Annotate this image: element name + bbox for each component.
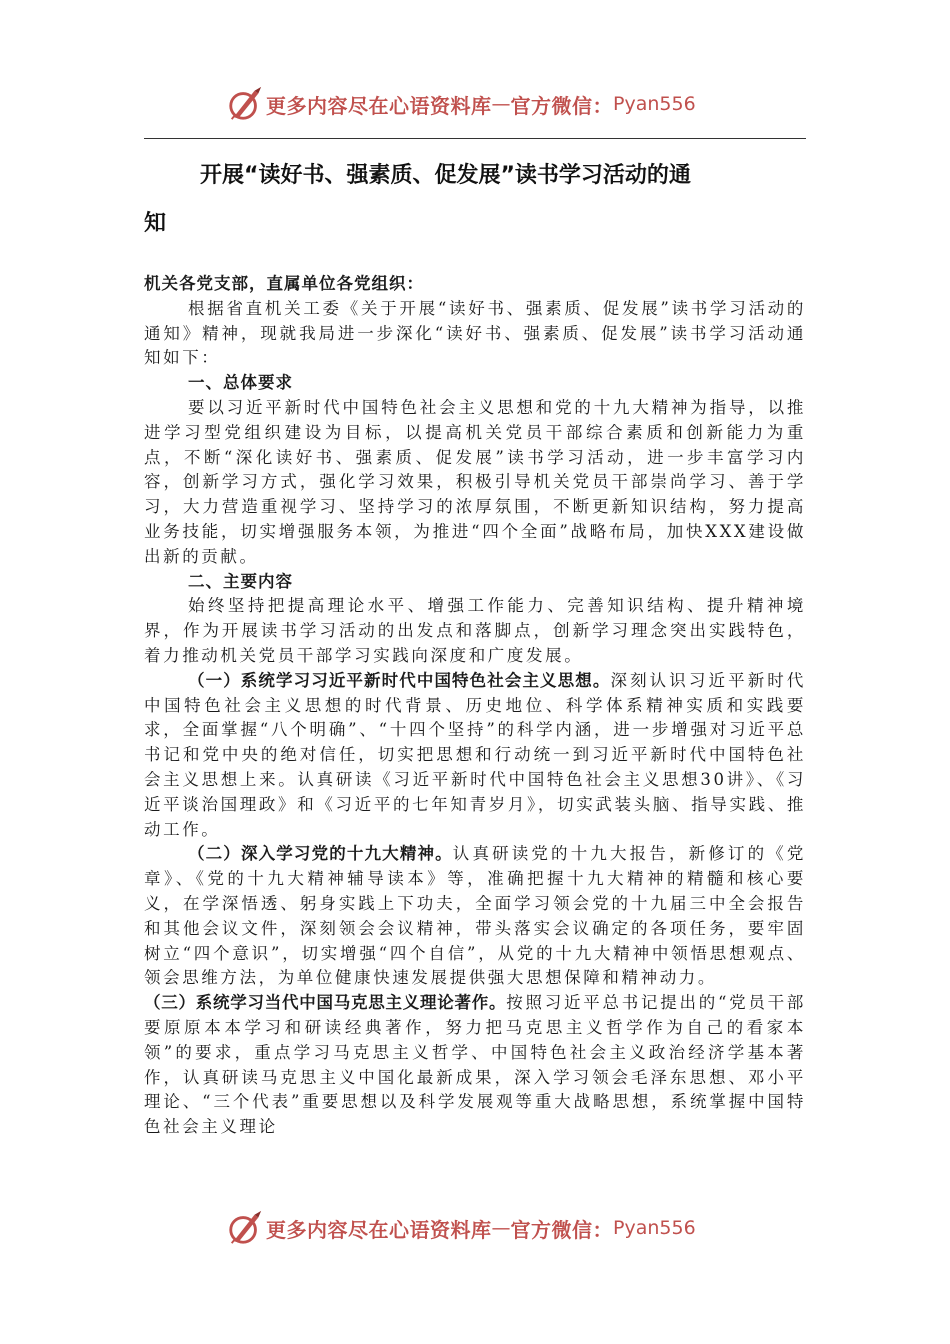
footer-wechat-label: 官方微信： xyxy=(510,1217,613,1242)
item-1-paragraph xyxy=(144,669,806,843)
section-2-paragraph: 始终坚持把提高理论水平、增强工作能力、完善知识结构、提升精神境界，作为开展读书学习活动的出发点和落脚点，创新学习理念突出实践特色，着力推动机关党员干部学习实践向深度和广度发展。 xyxy=(144,596,806,665)
item-3-text: 按照习近平总书记提出的“党员干部要原原本本学习和研读经典著作，努力把马克思主义哲学作为自己的看家本领”的要求，重点学习马克思主义哲学、中国特色社会主义政治经济学基本著作，认真研读马克思主义中国化最新成果，深入学习领会毛泽东思想、邓小平理论、“三个代表”重要思想以及科学发展观等重大战略思想，系统掌握中国特色社会主义理论 xyxy=(144,993,806,1137)
document-title xyxy=(144,152,806,248)
salutation: 机关各党支部，直属单位各党组织： xyxy=(144,274,424,293)
document-body xyxy=(144,272,806,1140)
section-1-heading: 一、总体要求 xyxy=(188,373,293,393)
footer-wechat-id: Pyan556 xyxy=(613,1217,696,1239)
quill-logo-icon xyxy=(226,1209,264,1247)
header-divider xyxy=(144,138,806,139)
banner-wechat-id: Pyan556 xyxy=(613,93,696,115)
header-banner xyxy=(226,84,696,124)
banner-wechat-label: 官方微信： xyxy=(510,93,613,118)
footer-slogan: 更多内容尽在心语资料库 xyxy=(266,1217,492,1242)
item-1-title: （一）系统学习习近平新时代中国特色社会主义思想。 xyxy=(188,670,611,690)
intro-paragraph: 根据省直机关工委《关于开展“读好书、强素质、促发展”读书学习活动的通知》精神，现就我局进一步深化“读好书、强素质、促发展”读书学习活动通知如下： xyxy=(144,298,806,368)
item-1-text: 深刻认识习近平新时代中国特色社会主义思想的时代背景、历史地位、科学体系精神实质和实践要求，全面掌握“八个明确”、“十四个坚持”的科学内涵，进一步增强对习近平总书记和党中央的绝对信任，切实把思想和行动统一到习近平新时代中国特色社会主义思想上来。认真研读《习近平新时代中国特色社会主义思想30讲》、《习近平谈治国理政》和《习近平的七年知青岁月》，切实武装头脑、指导实践、推动工作。 xyxy=(144,670,806,839)
footer-dash: — xyxy=(491,1217,511,1239)
item-3-title: （三）系统学习当代中国马克思主义理论著作。 xyxy=(144,993,507,1013)
section-1-paragraph: 要以习近平新时代中国特色社会主义思想和党的十九大精神为指导，以推进学习型党组织建设为目标，以提高机关党员干部综合素质和创新能力为重点，不断“深化读好书、强素质、促发展”读书学习活动，进一步丰富学习内容，创新学习方式，强化学习效果，积极引导机关党员干部崇尚学习、善于学习，大力营造重视学习、坚持学习的浓厚氛围，不断更新知识结构，努力提高业务技能，切实增强服务本领，为推进“四个全面”战略布局，加快XXX建设做出新的贡献。 xyxy=(144,397,806,566)
banner-dash: — xyxy=(491,93,511,115)
section-2-heading: 二、主要内容 xyxy=(188,571,293,591)
item-2-text: 认真研读党的十九大报告，新修订的《党章》、《党的十九大精神辅导读本》等，准确把握十九大精神的精髓和核心要义，在学深悟透、躬身实践上下功夫，全面学习领会党的十九届三中全会报告和其他会议文件，深刻领会会议精神，带头落实会议确定的各项任务，要牢固树立“四个意识”，切实增强“四个自信”，从党的十九大精神中领悟思想观点、领会思维方法，为单位健康快速发展提供强大思想保障和精神动力。 xyxy=(144,844,806,988)
banner-slogan: 更多内容尽在心语资料库 xyxy=(266,93,492,118)
footer-banner xyxy=(226,1208,696,1248)
item-2-title: （二）深入学习党的十九大精神。 xyxy=(188,844,453,864)
item-3-paragraph xyxy=(144,991,806,1140)
title-line-1: 开展“读好书、强素质、促发展”读书学习活动的通 xyxy=(200,163,691,188)
item-2-paragraph xyxy=(144,842,806,991)
quill-logo-icon xyxy=(226,85,264,123)
title-line-2: 知 xyxy=(144,211,167,236)
